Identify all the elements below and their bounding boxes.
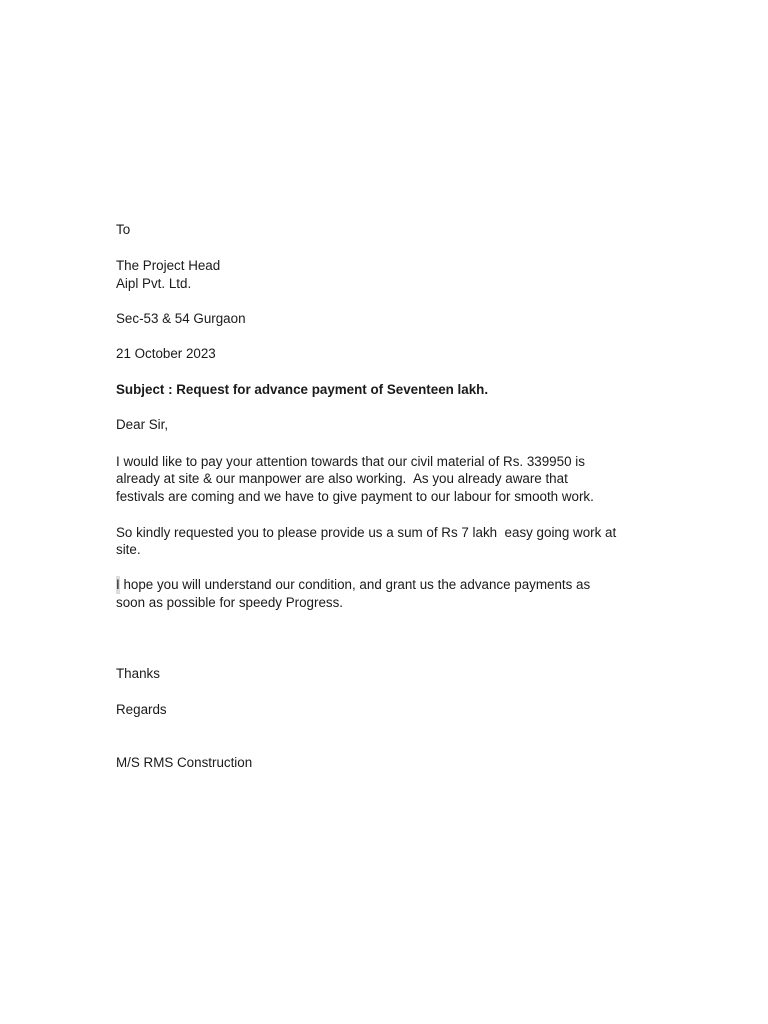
recipient-company: Aipl Pvt. Ltd. [116,276,192,291]
paragraph3-line1 [116,576,590,594]
thanks-line: Thanks [116,666,160,681]
regards-line: Regards [116,702,167,717]
paragraph2-line2: site. [116,542,141,557]
letter-date: 21 October 2023 [116,346,216,361]
paragraph1-line2: already at site & our manpower are also working. As you already aware that [116,471,568,486]
greeting: Dear Sir, [116,417,169,432]
paragraph1-line3: festivals are coming and we have to give payment to our labour for smooth work. [116,489,594,504]
paragraph2-line1: So kindly requested you to please provide us a sum of Rs 7 lakh easy going work at [116,525,617,540]
recipient-title: The Project Head [116,258,221,273]
paragraph1-line1: I would like to pay your attention towards that our civil material of Rs. 339950 is [116,454,585,469]
subject-line: Subject : Request for advance payment of Seventeen lakh. [116,382,489,397]
paragraph3-line2: soon as possible for speedy Progress. [116,595,344,610]
to-line: To [116,222,131,237]
recipient-address: Sec-53 & 54 Gurgaon [116,311,246,326]
sender-name: M/S RMS Construction [116,755,253,770]
text-cursor-highlight: I [116,577,120,592]
paragraph3-line1-text: hope you will understand our condition, and grant us the advance payments as [119,577,591,592]
